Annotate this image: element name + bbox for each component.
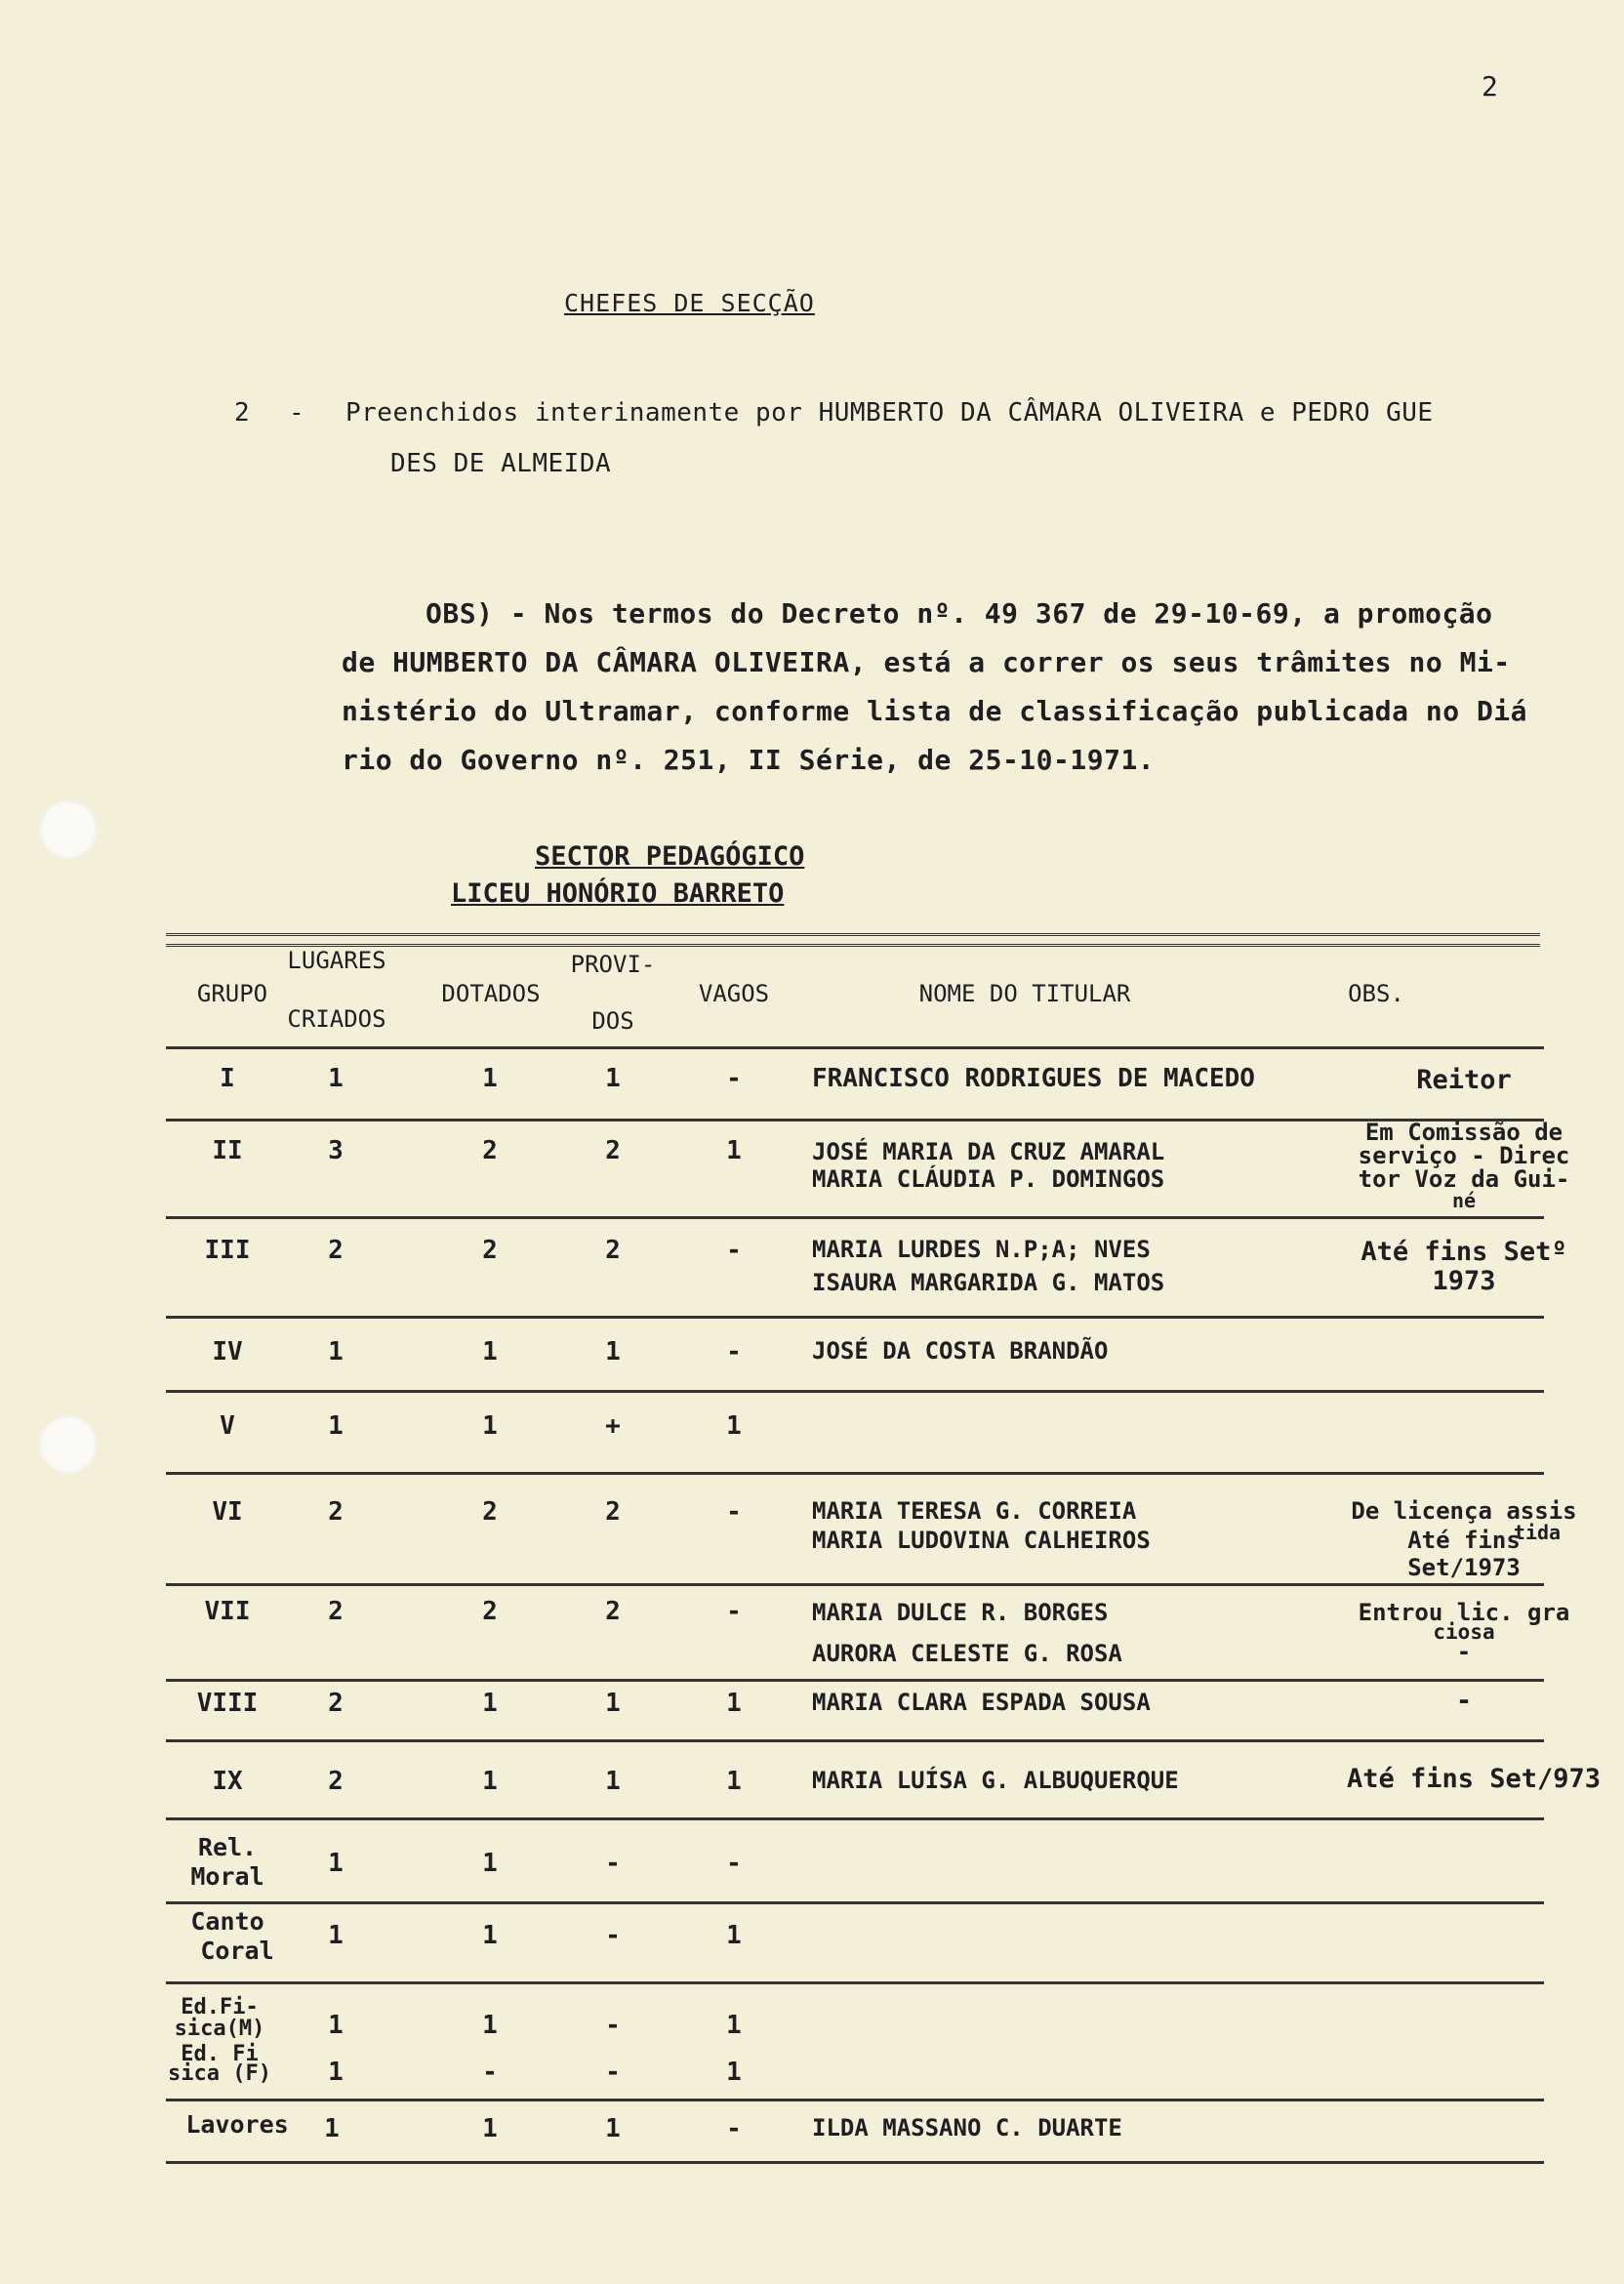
intro-line-2: DES DE ALMEIDA [390, 449, 612, 478]
cell-dotados: 1 [482, 1767, 498, 1796]
header-criados: CRIADOS [287, 1005, 386, 1033]
header-grupo: GRUPO [196, 980, 268, 1007]
cell-nome: MARIA LURDES N.P;A; NVES [812, 1236, 1151, 1263]
cell-grupo: VI [212, 1497, 243, 1527]
cell-providos: 2 [605, 1597, 621, 1626]
cell-grupo: IX [212, 1767, 243, 1796]
cell-providos: 1 [605, 1337, 621, 1366]
row-rule [166, 1390, 1544, 1393]
cell-dotados: 1 [482, 1921, 498, 1950]
cell-providos: - [605, 2011, 621, 2040]
cell-nome: AURORA CELESTE G. ROSA [812, 1640, 1122, 1667]
cell-vagos: 1 [726, 1136, 742, 1165]
cell-grupo: IV [212, 1337, 243, 1366]
table-top-border [166, 933, 1540, 947]
row-rule [166, 1216, 1544, 1219]
cell-providos: 1 [605, 1689, 621, 1718]
cell-nome: MARIA LUDOVINA CALHEIROS [812, 1527, 1151, 1554]
cell-providos: 2 [605, 1136, 621, 1165]
cell-grupo: V [220, 1411, 235, 1441]
cell-criados: 2 [328, 1497, 344, 1527]
row-rule [166, 1901, 1544, 1904]
cell-criados: 1 [328, 2058, 344, 2087]
cell-grupo: II [212, 1136, 243, 1165]
cell-vagos: - [726, 1064, 742, 1093]
cell-dotados: 1 [482, 1411, 498, 1441]
school-title: LICEU HONÓRIO BARRETO [451, 878, 785, 909]
cell-providos: - [605, 1921, 621, 1950]
cell-criados: 1 [328, 2011, 344, 2040]
cell-obs: tida [1513, 1521, 1562, 1544]
cell-obs: Entrou lic. gra [1358, 1599, 1570, 1626]
cell-dotados: - [482, 2058, 498, 2087]
table-bottom-rule [166, 2161, 1544, 2164]
cell-grupo: Ed.Fi- [181, 1995, 259, 2019]
cell-grupo: sica(M) [174, 2017, 265, 2041]
obs-line-2: de HUMBERTO DA CÂMARA OLIVEIRA, está a correr os seus trâmites no Mi- [342, 646, 1511, 678]
cell-providos: 1 [605, 1064, 621, 1093]
cell-grupo: VIII [196, 1689, 259, 1718]
intro-number: 2 [234, 398, 251, 428]
cell-grupo: Moral [190, 1862, 264, 1891]
cell-criados: 1 [328, 1337, 344, 1366]
cell-dotados: 2 [482, 1136, 498, 1165]
cell-dotados: 2 [482, 1236, 498, 1265]
cell-obs: ciosa [1433, 1620, 1495, 1644]
cell-dotados: 1 [482, 1849, 498, 1878]
row-rule [166, 1817, 1544, 1820]
obs-line-4: rio do Governo nº. 251, II Série, de 25-10-1971. [342, 744, 1156, 776]
cell-dotados: 1 [482, 2011, 498, 2040]
header-vagos: VAGOS [698, 980, 770, 1007]
cell-nome: ISAURA MARGARIDA G. MATOS [812, 1269, 1165, 1296]
cell-vagos: 1 [726, 1411, 742, 1441]
cell-providos: + [605, 1411, 621, 1441]
cell-obs: tor Voz da Gui- [1358, 1165, 1570, 1193]
cell-obs: Em Comissão de [1364, 1119, 1563, 1146]
cell-vagos: - [726, 1236, 742, 1265]
header-obs: OBS. [1348, 980, 1404, 1007]
cell-grupo: I [220, 1064, 235, 1093]
row-rule [166, 1739, 1544, 1742]
header-dotados: DOTADOS [441, 980, 541, 1007]
cell-grupo: III [204, 1236, 251, 1265]
cell-grupo: sica (F) [168, 2061, 271, 2086]
cell-grupo: Canto [190, 1907, 264, 1936]
obs-line-3: nistério do Ultramar, conforme lista de classificação publicada no Diá [342, 695, 1528, 727]
obs-line-1: OBS) - Nos termos do Decreto nº. 49 367 de 29-10-69, a promoção [426, 597, 1493, 630]
cell-obs: - [1456, 1638, 1472, 1665]
header-providos-2: DOS [591, 1007, 634, 1035]
cell-criados: 2 [328, 1767, 344, 1796]
cell-obs: Até fins Set/973 [1346, 1764, 1602, 1794]
cell-nome: MARIA LUÍSA G. ALBUQUERQUE [812, 1767, 1179, 1794]
cell-providos: 2 [605, 1497, 621, 1527]
cell-vagos: - [726, 2114, 742, 2143]
cell-obs: 1973 [1432, 1266, 1496, 1296]
cell-providos: 1 [605, 1767, 621, 1796]
cell-criados: 3 [328, 1136, 344, 1165]
cell-vagos: 1 [726, 1921, 742, 1950]
cell-providos: 1 [605, 2114, 621, 2143]
header-lugares: LUGARES [287, 947, 386, 974]
cell-grupo: Rel. [197, 1833, 258, 1861]
header-providos-1: PROVI- [570, 951, 656, 978]
cell-obs: De licença assis [1351, 1497, 1577, 1525]
row-rule [166, 2099, 1544, 2101]
cell-obs: serviço - Direc [1358, 1142, 1570, 1169]
header-rule [166, 1046, 1544, 1049]
cell-nome: ILDA MASSANO C. DUARTE [812, 2114, 1122, 2141]
punch-hole-bottom [39, 1415, 98, 1474]
cell-nome: JOSÉ MARIA DA CRUZ AMARAL [812, 1138, 1165, 1165]
sector-title: SECTOR PEDAGÓGICO [535, 841, 805, 872]
cell-vagos: 1 [726, 2011, 742, 2040]
intro-dash: - [289, 398, 305, 428]
cell-nome: MARIA CLARA ESPADA SOUSA [812, 1689, 1151, 1716]
cell-nome: MARIA CLÁUDIA P. DOMINGOS [812, 1165, 1165, 1193]
cell-vagos: - [726, 1597, 742, 1626]
row-rule [166, 1679, 1544, 1682]
cell-vagos: - [726, 1497, 742, 1527]
row-rule [166, 1472, 1544, 1475]
page-number: 2 [1482, 70, 1498, 102]
cell-criados: 1 [328, 1849, 344, 1878]
cell-grupo: VII [204, 1597, 251, 1626]
cell-vagos: - [726, 1337, 742, 1366]
row-rule [166, 1316, 1544, 1319]
cell-obs: Até fins Setº [1360, 1237, 1567, 1267]
cell-vagos: 1 [726, 2058, 742, 2087]
cell-criados: 2 [328, 1597, 344, 1626]
cell-dotados: 1 [482, 1337, 498, 1366]
cell-obs: - [1455, 1686, 1473, 1716]
cell-criados: 2 [328, 1236, 344, 1265]
cell-criados: 2 [328, 1689, 344, 1718]
cell-obs: Set/1973 [1407, 1554, 1521, 1581]
cell-dotados: 1 [482, 1064, 498, 1093]
cell-nome: MARIA TERESA G. CORREIA [812, 1497, 1137, 1525]
cell-nome: MARIA DULCE R. BORGES [812, 1599, 1109, 1626]
cell-providos: - [605, 1849, 621, 1878]
cell-obs: Reitor [1416, 1065, 1512, 1095]
cell-obs: né [1451, 1189, 1477, 1212]
cell-dotados: 1 [482, 1689, 498, 1718]
cell-dotados: 2 [482, 1597, 498, 1626]
cell-providos: - [605, 2058, 621, 2087]
cell-vagos: 1 [726, 1689, 742, 1718]
page-title: CHEFES DE SECÇÃO [564, 289, 815, 317]
cell-nome: FRANCISCO RODRIGUES DE MACEDO [812, 1064, 1255, 1093]
cell-criados: 1 [328, 1064, 344, 1093]
cell-obs: Até fins [1407, 1527, 1521, 1554]
row-rule [166, 1583, 1544, 1586]
intro-line-1: Preenchidos interinamente por HUMBERTO DA CÂMARA OLIVEIRA e PEDRO GUE [345, 398, 1434, 428]
cell-dotados: 2 [482, 1497, 498, 1527]
cell-dotados: 1 [482, 2114, 498, 2143]
header-nome: NOME DO TITULAR [918, 980, 1131, 1007]
cell-vagos: 1 [726, 1767, 742, 1796]
cell-criados: 1 [324, 2114, 340, 2143]
cell-providos: 2 [605, 1236, 621, 1265]
cell-grupo: Coral [200, 1937, 274, 1965]
cell-nome: JOSÉ DA COSTA BRANDÃO [812, 1337, 1109, 1365]
punch-hole-top [39, 800, 98, 859]
cell-criados: 1 [328, 1411, 344, 1441]
cell-vagos: - [726, 1849, 742, 1878]
cell-grupo: Lavores [185, 2110, 289, 2139]
row-rule [166, 1981, 1544, 1984]
cell-grupo: Ed. Fi [181, 2042, 259, 2066]
cell-criados: 1 [328, 1921, 344, 1950]
